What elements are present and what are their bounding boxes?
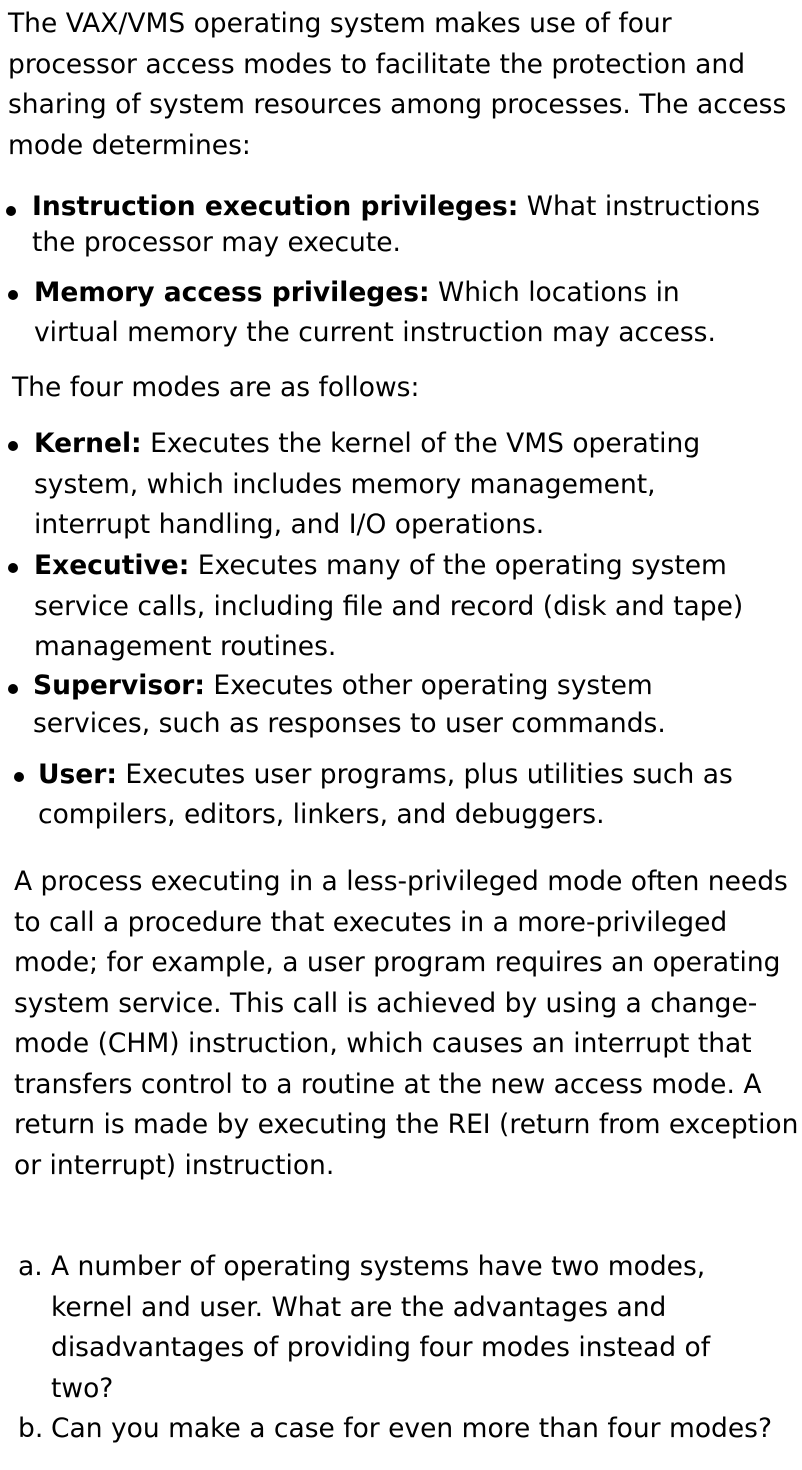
bullet-icon: [8, 290, 18, 300]
bullet-icon: [14, 772, 24, 782]
modes-intro: The four modes are as follows:: [12, 372, 420, 403]
question-b: Can you make a case for even more than four modes?: [51, 1413, 773, 1444]
mode-item-supervisor: [33, 667, 673, 743]
question-label: b.: [18, 1413, 44, 1444]
privilege-item-memory: [34, 273, 734, 353]
privilege-item-instruction: [32, 189, 796, 261]
bullet-icon: [8, 441, 18, 451]
bullet-icon: [6, 206, 16, 216]
privilege-term: Memory access privileges:: [34, 277, 430, 308]
mode-term: Kernel:: [34, 428, 142, 459]
mode-text: Executes the kernel of the VMS operating system, which includes memory management, interrupt handling, and I/O operations.: [34, 428, 701, 540]
mode-term: Executive:: [34, 550, 190, 581]
mode-item-kernel: [34, 424, 734, 546]
bullet-icon: [8, 563, 18, 573]
chm-paragraph: A process executing in a less-privileged mode often needs to call a procedure that executes in a more-privileged mode; for example, a user program requires an operating system service. This call is achieved by using a change-mode (CHM) instruction, which causes an interrupt that transfers control to a routine at the new access mode. A return is made by executing the REI (return from exception or interrupt) instruction.: [14, 866, 799, 1181]
mode-text: Executes many of the operating system service calls, including file and record (disk and tape) management routines.: [34, 550, 744, 662]
privilege-text: What instructions the processor may execute.: [32, 191, 761, 258]
mode-text: Executes other operating system services, such as responses to user commands.: [33, 670, 666, 739]
question-a: A number of operating systems have two modes, kernel and user. What are the advantages and disadvantages of providing four modes instead of two?: [51, 1251, 711, 1404]
privilege-term: Instruction execution privileges:: [32, 191, 519, 222]
bullet-icon: [8, 684, 18, 694]
intro-paragraph: The VAX/VMS operating system makes use of four processor access modes to facilitate the protection and sharing of system resources among processes. The access mode determines:: [8, 8, 787, 161]
mode-item-executive: [34, 546, 774, 668]
mode-term: User:: [38, 759, 117, 790]
mode-text: Executes user programs, plus utilities such as compilers, editors, linkers, and debuggers.: [38, 759, 733, 830]
mode-item-user: [38, 755, 758, 835]
mode-term: Supervisor:: [33, 670, 205, 701]
privilege-text: Which locations in virtual memory the current instruction may access.: [34, 277, 716, 348]
question-label: a.: [18, 1251, 43, 1282]
